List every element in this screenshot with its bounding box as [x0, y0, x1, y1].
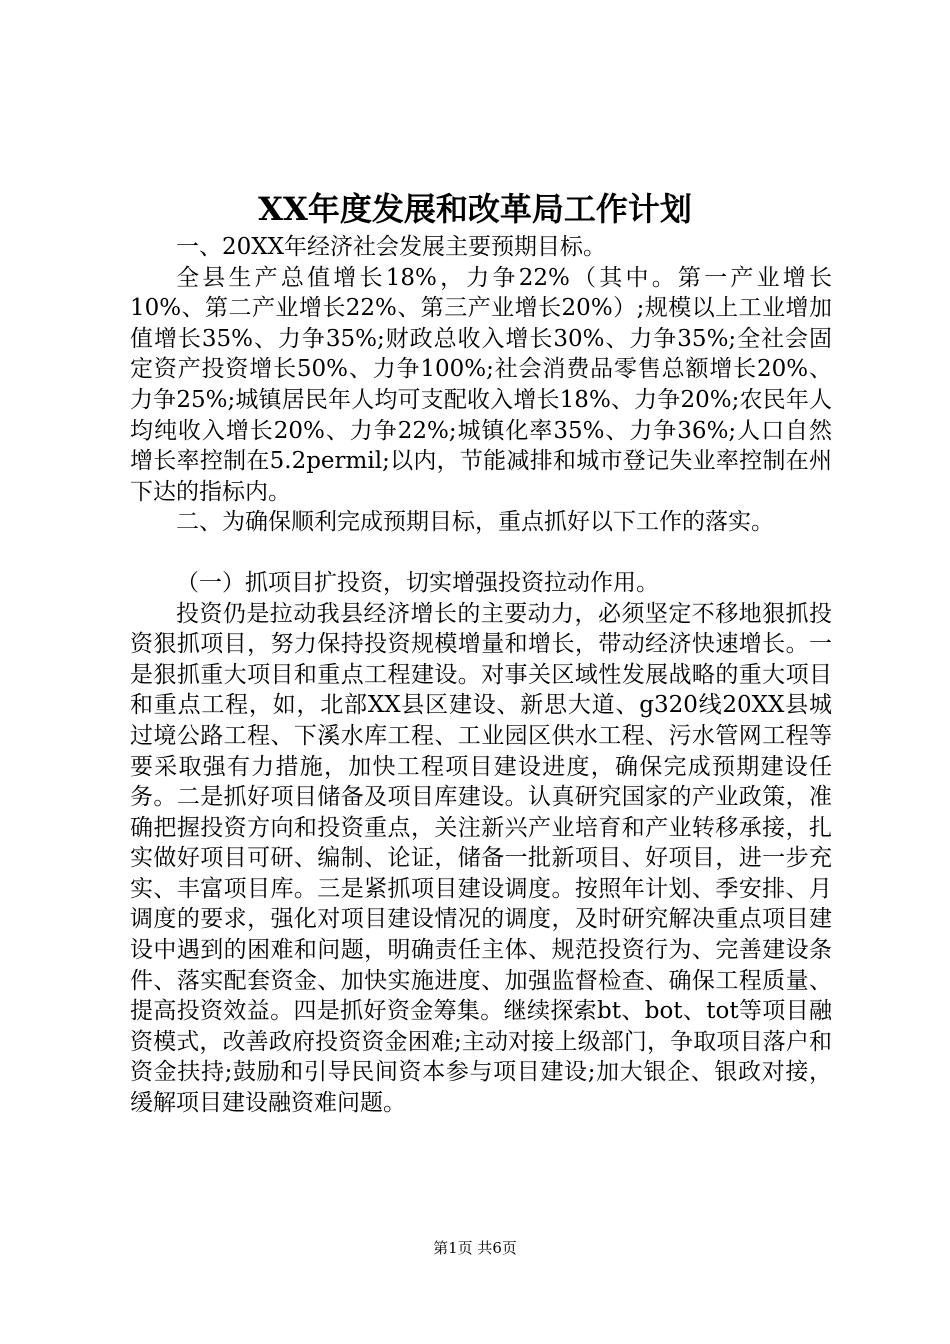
subsection-heading-1: （一）抓项目扩投资，切实增强投资拉动作用。 [176, 569, 659, 596]
document-title: XX年度发展和改革局工作计划 [258, 190, 692, 228]
section-heading-1: 一、20XX年经济社会发展主要预期目标。 [176, 234, 607, 260]
paragraph-gap [130, 538, 832, 568]
targets-paragraph: 全县生产总值增长18%，力争22%（其中。第一产业增长10%、第二产业增长22%、第三产业增长20%）;规模以上工业增加值增长35%、力争35%;财政总收入增长30%、力争35%;全社会固定资产投资增长50%、力争100%;社会消费品零售总额增长20%、力争25%;城镇居民年人均可支配收入增长18%、力争20%;农民年人均纯收入增长20%、力争22%;城镇化率35%、力争36%;人口自然增长率控制在5.2permil;以内，节能减排和城市登记失业率控制在州下达的指标内。 [130, 264, 832, 505]
page-footer: 第1页 共6页 [433, 1239, 517, 1257]
section-heading-2: 二、为确保顺利完成预期目标，重点抓好以下工作的落实。 [176, 509, 774, 536]
document-body [130, 232, 832, 1119]
investment-paragraph: 投资仍是拉动我县经济增长的主要动力，必须坚定不移地狠抓投资狠抓项目，努力保持投资规模增量和增长，带动经济快速增长。一是狠抓重大项目和重点工程建设。对事关区域性发展战略的重大项目和重点工程，如，北部XX县区建设、新思大道、g320线20XX县城过境公路工程、下溪水库工程、工业园区供水工程、污水管网工程等要采取强有力措施，加快工程项目建设进度，确保完成预期建设任务。二是抓好项目储备及项目库建设。认真研究国家的产业政策，准确把握投资方向和投资重点，关注新兴产业培育和产业转移承接，扎实做好项目可研、编制、论证，储备一批新项目、好项目，进一步充实、丰富项目库。三是紧抓项目建设调度。按照年计划、季安排、月调度的要求，强化对项目建设情况的调度，及时研究解决重点项目建设中遇到的困难和问题，明确责任主体、规范投资行为、完善建设条件、落实配套资金、加快实施进度、加强监督检查、确保工程质量、提高投资效益。四是抓好资金筹集。继续探索bt、bot、tot等项目融资模式，改善政府投资资金困难;主动对接上级部门，争取项目落户和资金扶持;鼓励和引导民间资本参与项目建设;加大银企、银政对接，缓解项目建设融资难问题。 [130, 600, 832, 1117]
